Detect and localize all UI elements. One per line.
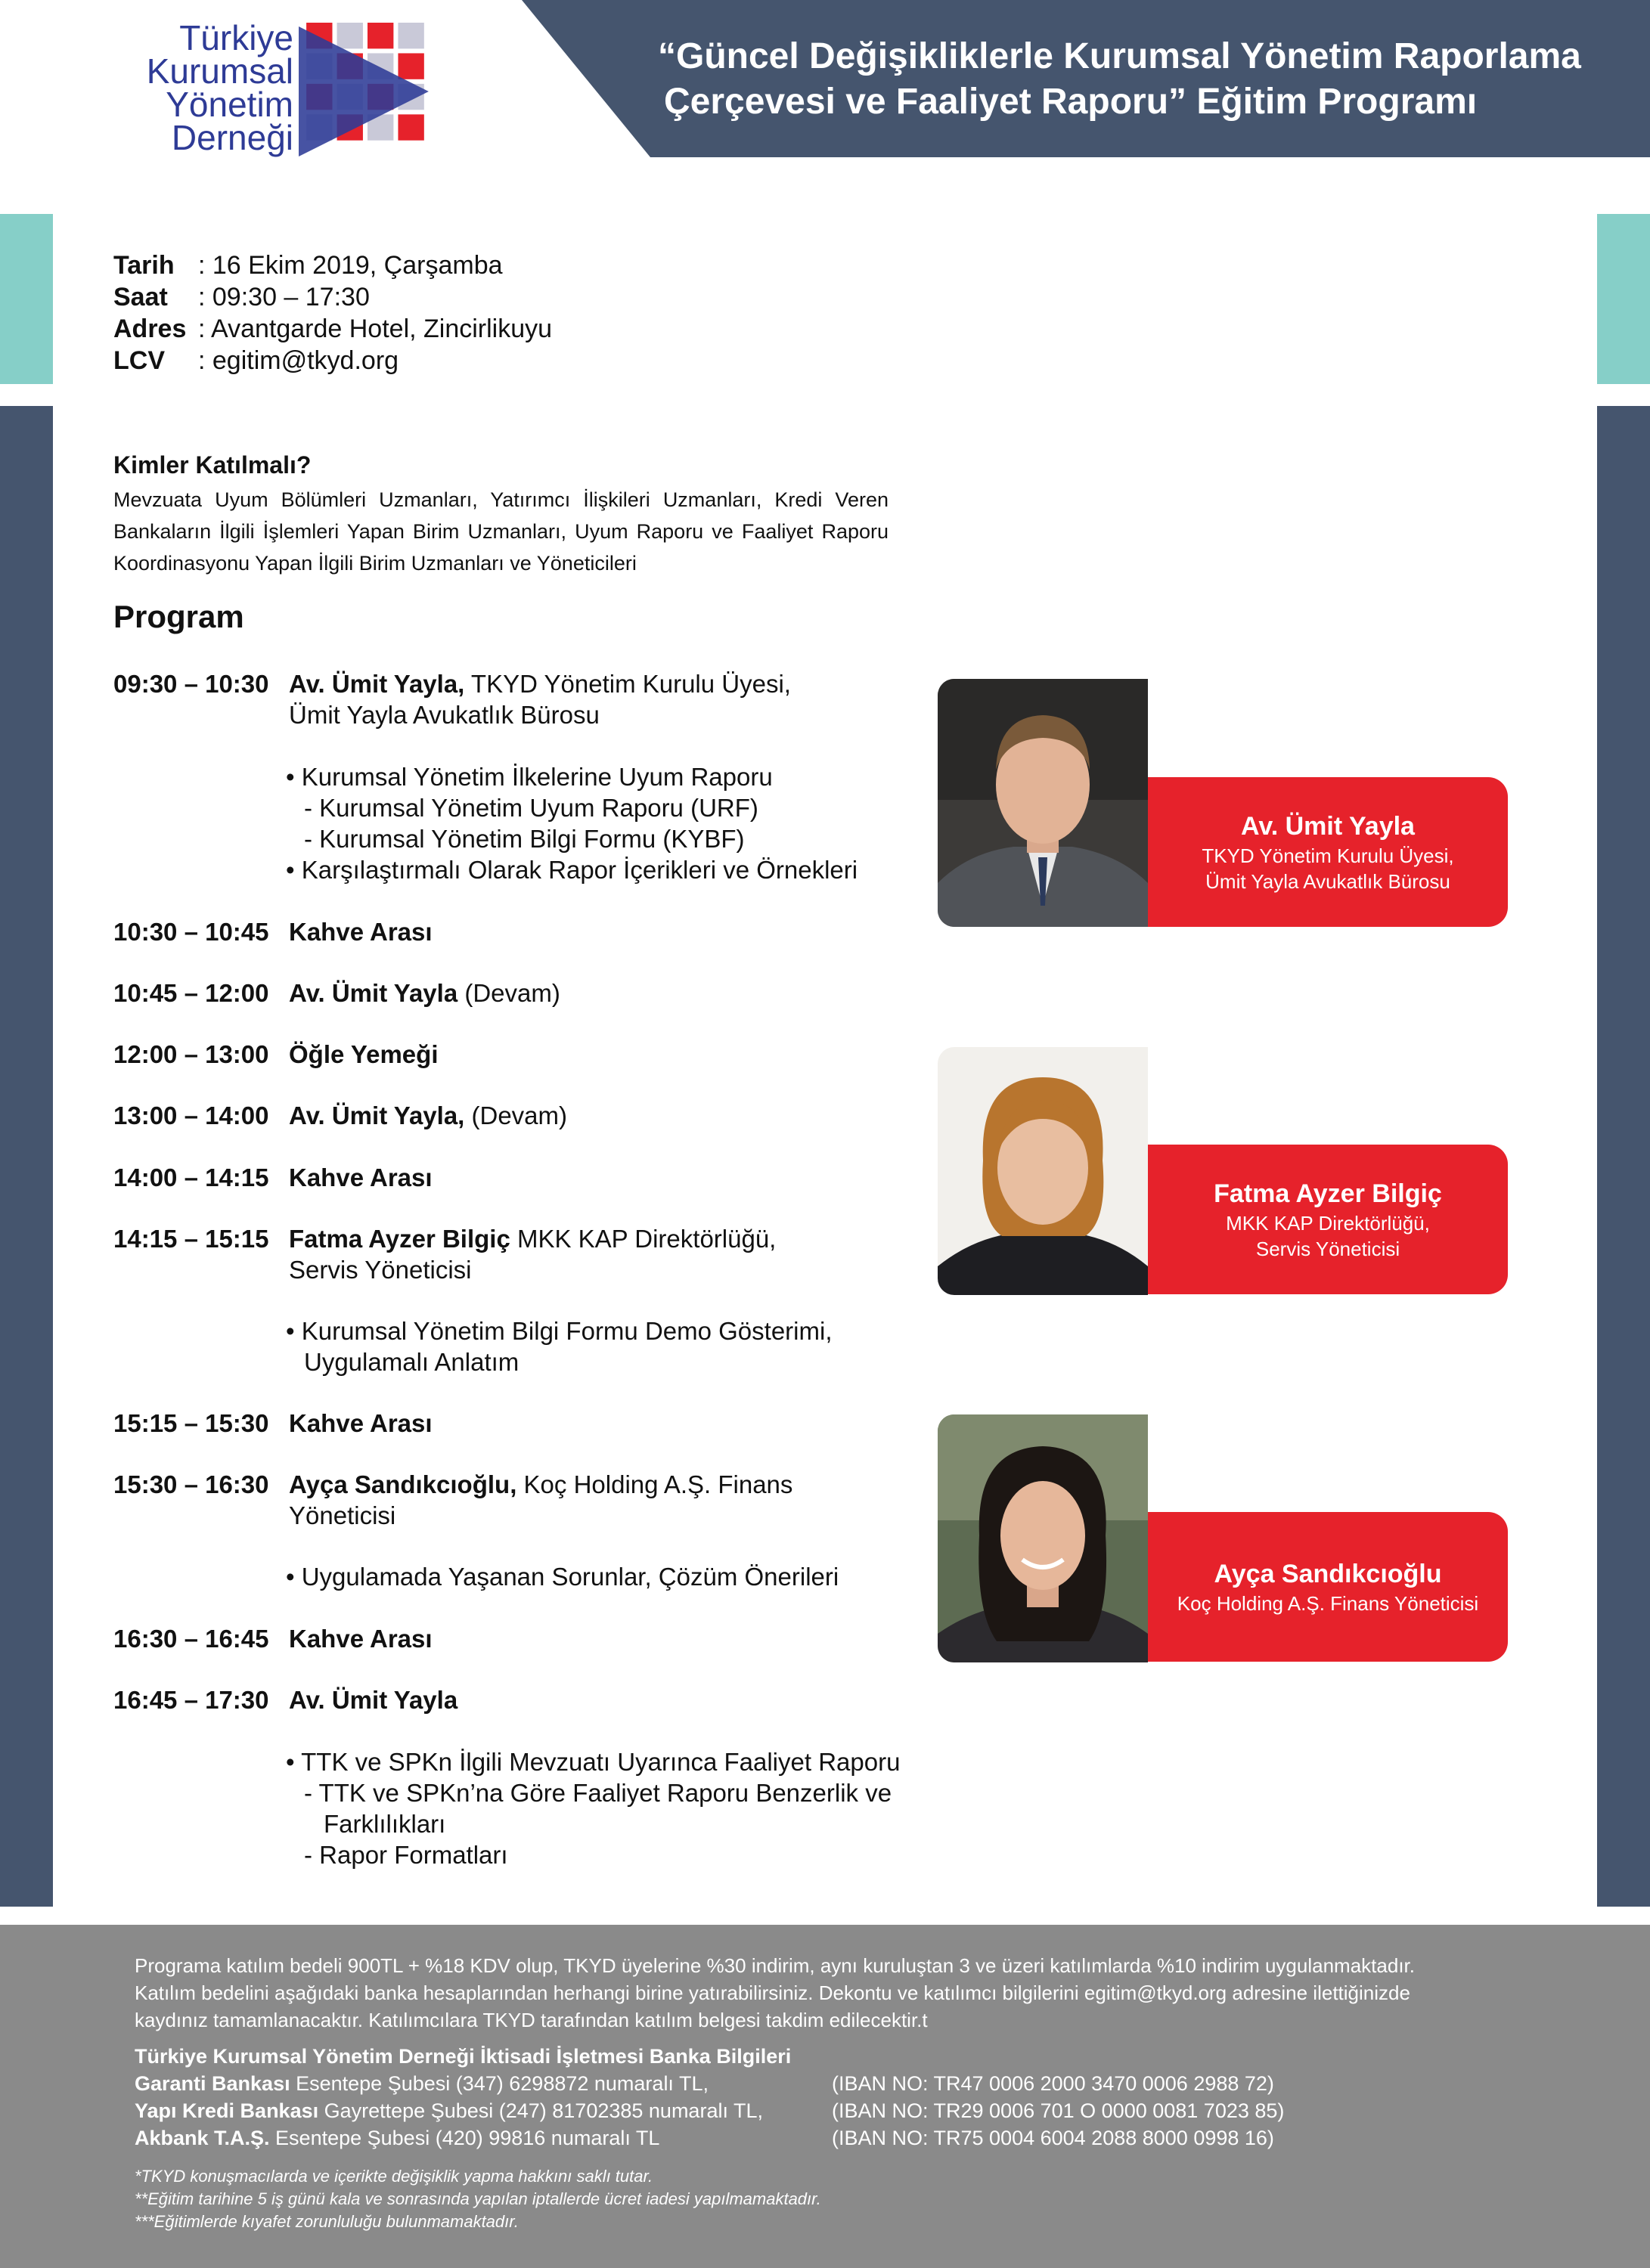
portrait-icon — [938, 1414, 1148, 1662]
footnote: ***Eğitimlerde kıyafet zorunluluğu bulunmamaktadır. — [135, 2212, 519, 2231]
program-heading: Program — [113, 599, 244, 634]
logo-icon — [299, 23, 436, 160]
session-sub-bullet: - Rapor Formatları — [304, 1841, 508, 1869]
logo-line: Derneği — [171, 118, 293, 157]
speaker-name: Ayça Sandıkcıoğlu — [1214, 1560, 1442, 1588]
speaker-name: Av. Ümit Yayla — [1241, 812, 1415, 841]
speaker-photo-fatma — [938, 1047, 1148, 1295]
session-row: 15:15 – 15:30 Kahve Arası — [113, 1409, 433, 1437]
session-desc: Yöneticisi — [289, 1501, 396, 1529]
footer-payment-text: kaydınız tamamlanacaktır. Katılımcılara TKYD tarafından katılım belgesi takdim edilecektir.t — [135, 2009, 928, 2031]
logo-line: Kurumsal — [146, 51, 293, 91]
page-title — [658, 34, 1603, 125]
left-slate-bar — [0, 406, 53, 1907]
bank-iban: (IBAN NO: TR75 0004 6004 2088 8000 0998 16) — [832, 2127, 1274, 2149]
session-bullet: • Kurumsal Yönetim Bilgi Formu Demo Gösterimi, — [286, 1317, 833, 1345]
bank-row: Yapı Kredi Bankası Gayrettepe Şubesi (247) 81702385 numaralı TL, — [135, 2099, 763, 2122]
speaker-name: Fatma Ayzer Bilgiç — [1214, 1179, 1442, 1208]
logo-line: Yönetim — [166, 85, 293, 124]
session-row: 15:30 – 16:30 Ayça Sandıkcıoğlu, Koç Holding A.Ş. Finans — [113, 1470, 793, 1498]
session-bullet: • Kurumsal Yönetim İlkelerine Uyum Raporu — [286, 763, 773, 791]
bank-row: Garanti Bankası Esentepe Şubesi (347) 6298872 numaralı TL, — [135, 2072, 709, 2095]
audience-heading: Kimler Katılmalı? — [113, 451, 312, 479]
session-row: 12:00 – 13:00 Öğle Yemeği — [113, 1040, 439, 1068]
audience-text: Mevzuata Uyum Bölümleri Uzmanları, Yatırımcı İlişkileri Uzmanları, Kredi Veren Bankaların İlgili İşlemleri Yapan Birim Uzmanları, Uyum Raporu ve Faaliyet Raporu Koordinasyonu Yapan İlgili Birim Uzmanları ve Yöneticileri — [113, 488, 889, 575]
info-address: Adres : Avantgarde Hotel, Zincirlikuyu — [113, 314, 553, 343]
session-row: 13:00 – 14:00 Av. Ümit Yayla, (Devam) — [113, 1101, 568, 1129]
bank-iban: (IBAN NO: TR29 0006 701 O 0000 0081 7023 85) — [832, 2099, 1285, 2122]
title-line-1: “Güncel Değişikliklerle Kurumsal Yönetim Raporlama — [658, 36, 1581, 76]
right-teal-bar — [1597, 214, 1650, 384]
session-sub-bullet: - TTK ve SPKn’na Göre Faaliyet Raporu Benzerlik ve — [304, 1779, 892, 1807]
session-sub-bullet-cont: Farklılıkları — [324, 1810, 446, 1838]
speaker-role: Servis Yöneticisi — [1255, 1238, 1400, 1260]
speaker-photo-umit — [938, 679, 1148, 927]
speaker-role: Koç Holding A.Ş. Finans Yöneticisi — [1177, 1592, 1479, 1615]
session-bullet: • Karşılaştırmalı Olarak Rapor İçerikleri ve Örnekleri — [286, 856, 858, 884]
footer — [0, 1925, 1650, 2268]
info-time: Saat : 09:30 – 17:30 — [113, 283, 370, 311]
speaker-role: TKYD Yönetim Kurulu Üyesi, — [1202, 844, 1454, 867]
speaker-card-fatma — [1148, 1145, 1508, 1294]
speaker-card-ayca — [1148, 1512, 1508, 1662]
session-bullet: • Uygulamada Yaşanan Sorunlar, Çözüm Önerileri — [286, 1563, 839, 1591]
speaker-card-umit — [1148, 777, 1508, 927]
session-sub-bullet: - Kurumsal Yönetim Uyum Raporu (URF) — [304, 794, 758, 822]
session-row: 14:00 – 14:15 Kahve Arası — [113, 1163, 433, 1191]
session-row: 14:15 – 15:15 Fatma Ayzer Bilgiç MKK KAP Direktörlüğü, — [113, 1225, 777, 1253]
session-sub-bullet: - Kurumsal Yönetim Bilgi Formu (KYBF) — [304, 825, 745, 853]
title-line-2: Çerçevesi ve Faaliyet Raporu” Eğitim Programı — [664, 82, 1478, 122]
footer-payment-text: Katılım bedelini aşağıdaki banka hesaplarından herhangi birine yatırabilirsiniz. Dekontu ve katılımcı bilgilerini egitim@tkyd.org adresine ilettiğinizde — [135, 1981, 1410, 2004]
session-row: 10:45 – 12:00 Av. Ümit Yayla (Devam) — [113, 979, 560, 1007]
speaker-role: Ümit Yayla Avukatlık Bürosu — [1205, 870, 1450, 893]
session-desc: Ümit Yayla Avukatlık Bürosu — [289, 701, 600, 729]
info-date: Tarih : 16 Ekim 2019, Çarşamba — [113, 251, 503, 280]
logo-line: Türkiye — [179, 18, 293, 57]
info-rsvp: LCV : egitim@tkyd.org — [113, 346, 399, 375]
portrait-icon — [938, 1047, 1148, 1295]
speaker-photo-ayca — [938, 1414, 1148, 1662]
footnote: *TKYD konuşmacılarda ve içerikte değişiklik yapma hakkını saklı tutar. — [135, 2167, 653, 2186]
session-row: 10:30 – 10:45 Kahve Arası — [113, 918, 433, 946]
bank-title: Türkiye Kurumsal Yönetim Derneği İktisadi İşletmesi Banka Bilgileri — [135, 2045, 792, 2068]
bank-iban: (IBAN NO: TR47 0006 2000 3470 0006 2988 72) — [832, 2072, 1274, 2095]
left-teal-bar — [0, 214, 53, 384]
footer-fee-text: Programa katılım bedeli 900TL + %18 KDV olup, TKYD üyelerine %30 indirim, aynı kuruluştan 3 ve üzeri katılımlarda %10 indirim uygulanmaktadır. — [135, 1954, 1415, 1977]
footnote: **Eğitim tarihine 5 iş günü kala ve sonrasında yapılan iptallerde ücret iadesi yapılmamaktadır. — [135, 2189, 821, 2208]
right-slate-bar — [1597, 406, 1650, 1907]
portrait-icon — [938, 679, 1148, 927]
session-desc: Servis Yöneticisi — [289, 1256, 472, 1284]
session-bullet-cont: Uygulamalı Anlatım — [304, 1348, 520, 1376]
session-bullet: • TTK ve SPKn İlgili Mevzuatı Uyarınca Faaliyet Raporu — [286, 1748, 901, 1776]
session-row: 16:30 – 16:45 Kahve Arası — [113, 1625, 433, 1653]
logo-text — [129, 18, 293, 157]
speaker-role: MKK KAP Direktörlüğü, — [1226, 1212, 1430, 1235]
session-row: 09:30 – 10:30 Av. Ümit Yayla, TKYD Yönetim Kurulu Üyesi, — [113, 670, 791, 698]
session-row: 16:45 – 17:30 Av. Ümit Yayla — [113, 1686, 458, 1714]
bank-row: Akbank T.A.Ş. Esentepe Şubesi (420) 99816 numaralı TL — [135, 2127, 660, 2149]
